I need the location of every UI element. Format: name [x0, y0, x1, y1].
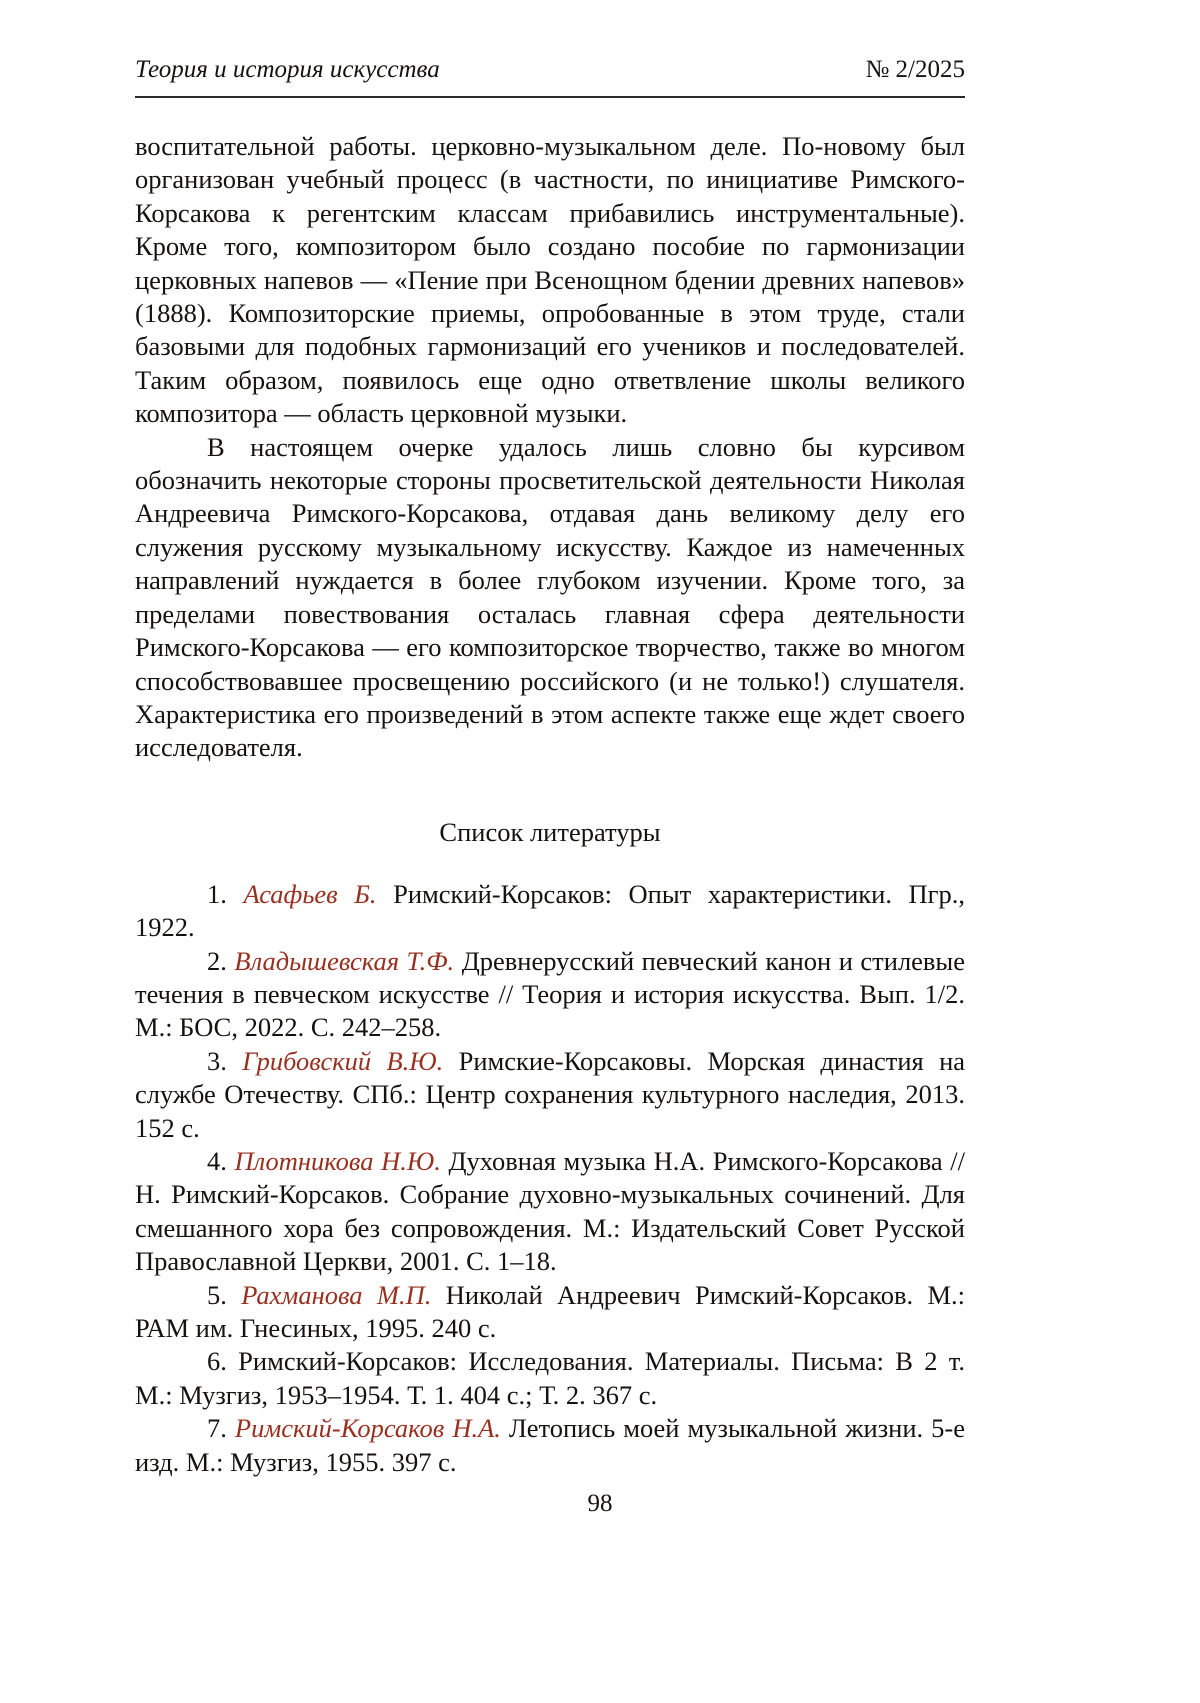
item-author: Плотникова Н.Ю. [234, 1145, 441, 1176]
page-number: 98 [587, 1490, 613, 1517]
item-number: 5. [207, 1279, 227, 1310]
running-header [135, 56, 965, 98]
item-number: 3. [207, 1045, 227, 1076]
bibliography-item [135, 878, 965, 945]
journal-title: Теория и история искусства [135, 56, 440, 83]
item-number: 2. [207, 945, 227, 976]
article-body [135, 130, 965, 765]
item-text: Летопись моей музыкальной жизни. 5-е изд. М.: Музгиз, 1955. 397 с. [135, 1413, 966, 1477]
item-number: 1. [207, 878, 227, 909]
bibliography-item [135, 1045, 965, 1145]
item-author: Римский-Корсаков Н.А. [234, 1413, 501, 1444]
item-text: Римский-Корсаков: Исследования. Материалы. Письма: В 2 т. М.: Музгиз, 1953–1954. Т. 1. 404 с.; Т. 2. 367 с. [135, 1346, 965, 1410]
body-paragraph: В настоящем очерке удалось лишь словно бы курсивом обозначить некоторые стороны просветительской деятельности Николая Андреевича Римского-Корсакова, отдавая дань великому делу его служения русскому музыкальному искусству. Каждое из намеченных направлений нуждается в более глубоком изучении. Кроме того, за пределами повествования осталась главная сфера деятельности Римского-Корсакова — его композиторское творчество, также во многом способствовавшее просвещению российского (и не только!) слушателя. Характеристика его произведений в этом аспекте также еще ждет своего исследователя. [135, 431, 965, 763]
item-text: Древнерусский певческий канон и стилевые течения в певческом искусстве // Теория и история искусства. Вып. 1/2. М.: БОС, 2022. С. 242–258. [135, 945, 966, 1043]
item-number: 7. [207, 1413, 227, 1444]
item-text: Римский-Корсаков: Опыт характеристики. Пгр., 1922. [135, 878, 966, 943]
item-number: 6. [207, 1346, 227, 1377]
item-text: Николай Андреевич Римский-Корсаков. М.: РАМ им. Гнесиных, 1995. 240 с. [135, 1279, 965, 1343]
item-author: Асафьев Б. [243, 878, 377, 909]
bibliography-heading: Список литературы [439, 816, 661, 847]
bibliography-item [135, 1279, 965, 1346]
bibliography-item [135, 1412, 965, 1479]
bibliography-item [135, 1145, 965, 1279]
item-author: Владышевская Т.Ф. [234, 945, 455, 976]
item-text: Духовная музыка Н.А. Римского-Корсакова // Н. Римский-Корсаков. Собрание духовно-музыкальных сочинений. Для смешанного хора без сопровождения. М.: Издательский Совет Русской Православной Церкви, 2001. С. 1–18. [135, 1145, 966, 1277]
item-author: Грибовский В.Ю. [242, 1045, 444, 1076]
page-content [135, 56, 965, 1479]
issue-number: № 2/2025 [865, 56, 965, 83]
bibliography-item [135, 1345, 965, 1412]
bibliography-item [135, 945, 965, 1045]
item-text: Римские-Корсаковы. Морская династия на службе Отечеству. СПб.: Центр сохранения культурного наследия, 2013. 152 с. [135, 1045, 966, 1143]
item-number: 4. [207, 1145, 227, 1176]
body-paragraph: воспитательной работы. церковно-музыкальном деле. По-новому был организован учебный процесс (в частности, по инициативе Римского-Корсакова к регентским классам прибавились инструментальные). Кроме того, композитором было создано пособие по гармонизации церковных напевов — «Пение при Всенощном бдении древних напевов» (1888). Композиторские приемы, опробованные в этом труде, стали базовыми для подобных гармонизаций его учеников и последователей. Таким образом, появилось еще одно ответвление школы великого композитора — область церковной музыки. [135, 131, 965, 429]
item-author: Рахманова М.П. [241, 1279, 432, 1310]
bibliography-list [135, 878, 965, 1479]
